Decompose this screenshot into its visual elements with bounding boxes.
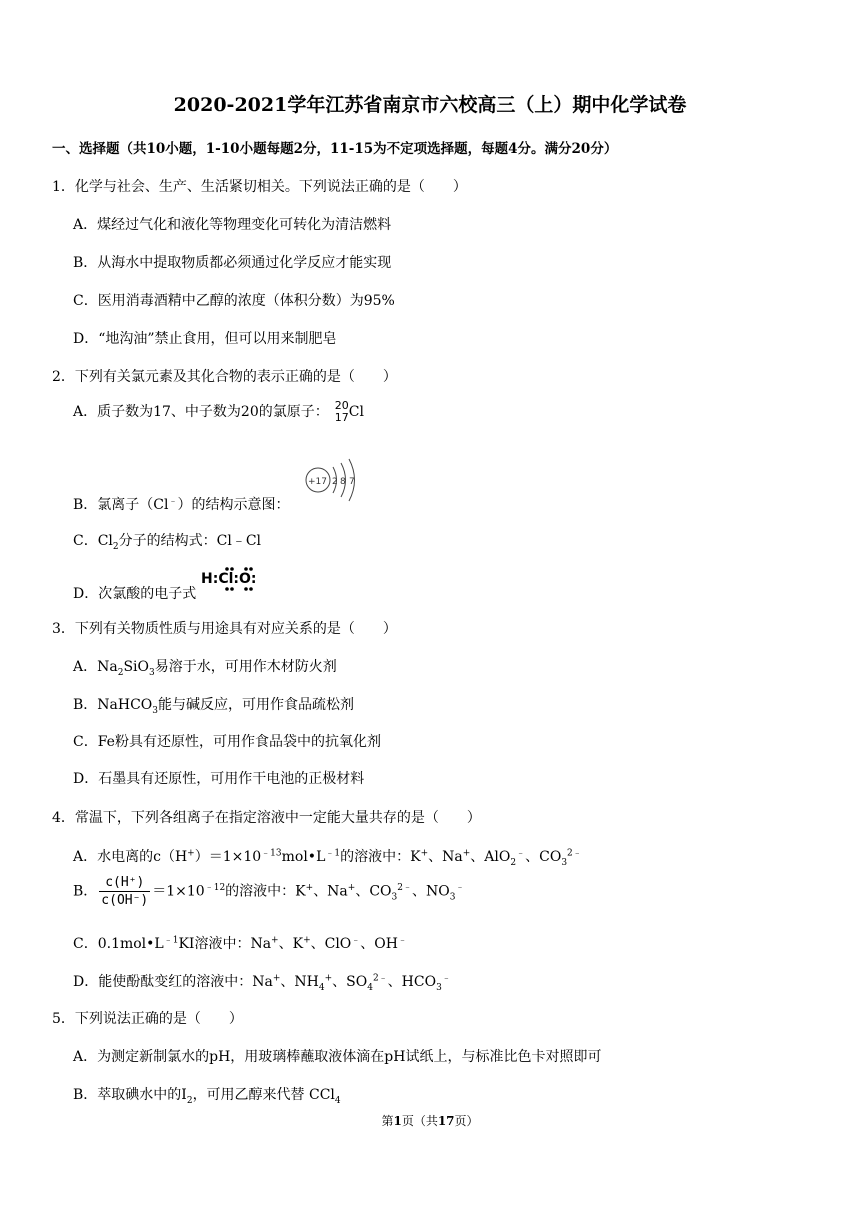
t: +	[272, 973, 281, 984]
question-5-stem: 5．下列说法正确的是（ ）	[52, 1011, 243, 1027]
t: 、Na	[428, 849, 463, 865]
option-b-text-pre: B．氯离子（Cl	[73, 497, 169, 513]
t: +	[324, 973, 333, 984]
question-3-option-d: D．石墨具有还原性，可用作干电池的正极材料	[73, 771, 365, 787]
dot	[230, 587, 234, 591]
question-2-stem: 2．下列有关氯元素及其化合物的表示正确的是（ ）	[52, 369, 397, 385]
t: ﹣	[351, 935, 361, 946]
t: ﹣13	[261, 848, 282, 859]
t: +	[420, 848, 429, 859]
t: 2﹣	[567, 848, 582, 859]
t: ＝1×10	[152, 883, 205, 900]
t: 3	[436, 982, 442, 993]
t: 、ClO	[310, 936, 352, 952]
dot	[225, 587, 229, 591]
t: KI溶液中：Na	[178, 936, 272, 952]
dot	[225, 567, 229, 571]
t: 、K	[278, 936, 304, 952]
t: 4	[367, 982, 373, 993]
t: ﹣1	[325, 848, 341, 859]
t: 、Na	[313, 883, 348, 900]
t: 3	[391, 892, 398, 903]
t: 2	[510, 857, 517, 868]
t: ﹣1	[163, 935, 179, 946]
footer-text: 第	[381, 1114, 394, 1128]
charge-sup: ﹣	[168, 496, 178, 507]
t: 4	[334, 1095, 341, 1106]
question-1-option-d: D．“地沟油”禁止食用，但可以用来制肥皂	[73, 331, 337, 347]
concentration-ratio-fraction	[99, 874, 150, 909]
option-c-sub: 2	[112, 541, 119, 552]
hypochlorous-electron-formula	[200, 564, 264, 594]
question-4-option-a	[73, 846, 582, 866]
exam-title: 2020-2021学年江苏省南京市六校高三（上）期中化学试卷	[173, 94, 687, 116]
section-heading: 一、选择题（共10小题，1-10小题每题2分，11-15为不定项选择题，每题4分。满分20分）	[52, 141, 618, 157]
chloride-ion-structure-diagram	[300, 455, 370, 505]
t: ）＝1×10	[194, 849, 262, 865]
t: 易溶于水，可用作木材防火剂	[154, 659, 337, 675]
footer-text: 页）	[454, 1114, 479, 1128]
page-footer	[0, 1112, 860, 1129]
option-c-pre: C．Cl	[73, 533, 113, 549]
question-1-option-a: A．煤经过气化和液化等物理变化可转化为清洁燃料	[73, 217, 392, 233]
fraction-numerator: c(H⁺)	[99, 874, 150, 892]
question-2-option-d	[73, 583, 196, 603]
t: +	[305, 882, 314, 893]
dot	[249, 587, 253, 591]
t: 2﹣	[372, 973, 388, 984]
question-2-option-c	[73, 530, 261, 550]
t: 的溶液中：K	[225, 883, 306, 900]
atomic-number: 17	[334, 411, 349, 424]
electron-formula-text: H:Cl:O:	[201, 571, 257, 587]
question-1-option-b: B．从海水中提取物质都必须通过化学反应才能实现	[73, 255, 392, 271]
t: B．萃取碘水中的I	[73, 1087, 187, 1103]
option-d-text: D．次氯酸的电子式	[73, 586, 197, 602]
t: 4	[318, 982, 325, 993]
t: A．Na	[73, 659, 118, 675]
t: 3	[449, 892, 456, 903]
question-3-stem: 3．下列有关物质性质与用途具有对应关系的是（ ）	[52, 621, 397, 637]
option-a-text: A．质子数为17、中子数为20的氯原子：	[73, 404, 329, 420]
t: +	[347, 882, 356, 893]
nuclide-notation	[335, 400, 349, 424]
dot	[244, 587, 248, 591]
fraction-denominator: c(OH⁻)	[101, 893, 149, 908]
question-2-option-a	[73, 400, 364, 424]
shell-count-1: 2	[332, 477, 338, 487]
t: 3	[152, 705, 159, 716]
question-3-option-c: C．Fe粉具有还原性，可用作食品袋中的抗氧化剂	[73, 734, 381, 750]
nucleus-charge: +17	[308, 477, 327, 487]
t: 、CO	[355, 883, 392, 900]
t: 2	[117, 667, 124, 678]
t: 2	[186, 1095, 193, 1106]
question-5-option-b	[73, 1084, 341, 1104]
t: ﹣	[441, 973, 451, 984]
t: 2﹣	[397, 882, 413, 893]
page-number: 1	[393, 1114, 402, 1128]
shell-count-3: 7	[349, 477, 355, 487]
dot	[230, 567, 234, 571]
t: ，可用乙醇来代替 CCl	[192, 1087, 335, 1103]
t: B．	[73, 883, 98, 900]
t: +	[187, 848, 195, 859]
question-3-option-b	[73, 694, 354, 714]
question-1-stem: 1．化学与社会、生产、生活紧切相关。下列说法正确的是（ ）	[52, 179, 467, 195]
question-4-stem: 4．常温下，下列各组离子在指定溶液中一定能大量共存的是（ ）	[52, 810, 481, 826]
t: +	[462, 848, 471, 859]
page-total: 17	[437, 1114, 455, 1128]
t: ﹣12	[204, 882, 226, 893]
dot	[244, 567, 248, 571]
option-b-text-post: ）的结构示意图：	[177, 497, 290, 513]
t: 、SO	[332, 974, 368, 990]
footer-text: 页（共	[401, 1114, 438, 1128]
question-4-option-c	[73, 933, 407, 953]
t: 、NH	[280, 974, 319, 990]
question-4-option-d	[73, 971, 451, 991]
element-symbol: Cl	[348, 404, 364, 420]
t: 、OH	[360, 936, 398, 952]
t: 3	[149, 667, 155, 678]
t: 3	[561, 857, 568, 868]
question-2-option-b	[73, 494, 290, 514]
question-1-option-c: C．医用消毒酒精中乙醇的浓度（体积分数）为95%	[73, 293, 395, 309]
shell-count-2: 8	[340, 477, 346, 487]
t: +	[303, 935, 311, 946]
option-c-post: 分子的结构式：Cl﹣Cl	[118, 533, 262, 549]
t: 能与碱反应，可用作食品疏松剂	[158, 697, 355, 713]
t: ﹣	[516, 848, 526, 859]
t: SiO	[123, 659, 149, 675]
t: 、HCO	[387, 974, 437, 990]
question-5-option-a: A．为测定新制氯水的pH，用玻璃棒蘸取液体滴在pH试纸上，与标准比色卡对照即可	[73, 1049, 602, 1065]
t: A．水电离的c（H	[73, 849, 188, 865]
t: 、CO	[525, 849, 562, 865]
t: mol•L	[281, 849, 326, 865]
t: C．0.1mol•L	[73, 936, 164, 952]
question-4-option-b	[73, 874, 465, 909]
t: B．NaHCO	[73, 697, 153, 713]
t: +	[271, 935, 279, 946]
question-3-option-a	[73, 656, 337, 676]
t: ﹣	[397, 935, 407, 946]
mass-number: 20	[334, 399, 349, 412]
dot	[249, 567, 253, 571]
t: 、AlO	[470, 849, 511, 865]
t: D．能使酚酞变红的溶液中：Na	[73, 974, 273, 990]
t: 、NO	[412, 883, 450, 900]
t: ﹣	[455, 882, 465, 893]
t: 的溶液中：K	[340, 849, 421, 865]
